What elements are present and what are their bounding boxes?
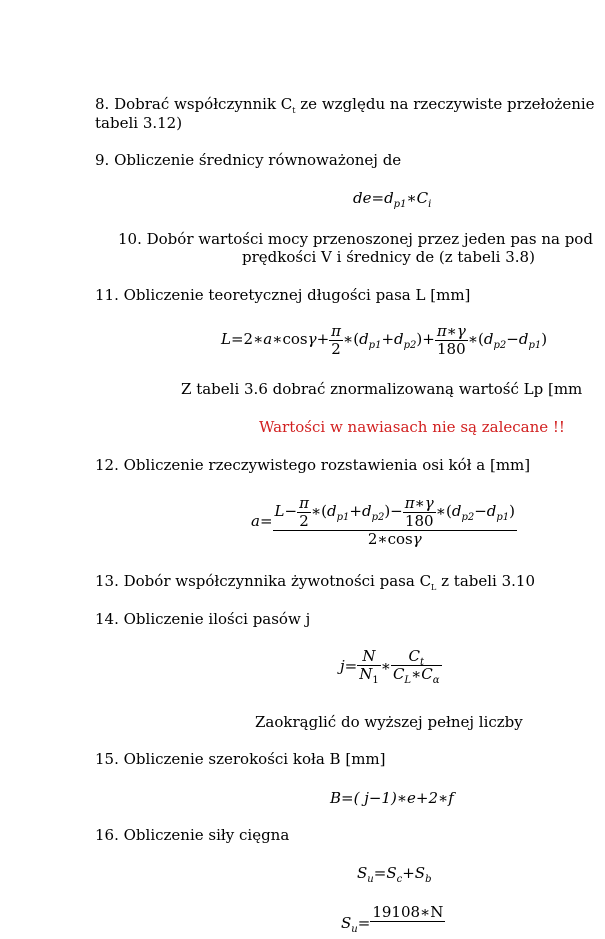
- section-13-heading: 13. Dobór współczynnika żywotności pasa $C_L$ z tabeli 3.10: [95, 572, 536, 592]
- section-12-heading: 12. Obliczenie rzeczywistego rozstawienia osi kół a [mm]: [95, 456, 531, 474]
- section-9-heading: 9. Obliczenie średnicy równoważonej de: [95, 151, 402, 169]
- section-16-heading: 16. Obliczenie siły cięgna: [95, 826, 290, 844]
- section-10-line1: 10. Dobór wartości mocy przenoszonej przez jeden pas na pod: [118, 230, 593, 248]
- formula-j: j= $\frac{N}{N_1}$ ∗ $\frac{C_t}{C_L∗C_\alpha}$: [340, 647, 440, 686]
- formula-Su: $S_u=S_c+S_b$: [357, 864, 432, 885]
- formula-a: a= L− $\frac{\pi}{2}$ $∗(d_{p1}+d_{p2})-$ $\frac{\pi∗\gamma}{180}$ $∗(d_{p2}-d_{p1})$ 2∗cosγ: [251, 493, 516, 548]
- section-8-sub: t: [292, 106, 296, 115]
- formula-B: B=( j−1)∗e+2∗f: [330, 789, 454, 807]
- section-14-heading: 14. Obliczenie ilości pasów j: [95, 610, 311, 628]
- note-round-up: Zaokrąglić do wyższej pełnej liczby: [255, 713, 523, 731]
- section-10-line2: prędkości V i średnicy de (z tabeli 3.8): [242, 248, 535, 266]
- section-11-heading: 11. Obliczenie teoretycznej długości pasa L [mm]: [95, 286, 471, 304]
- formula-L: L=2∗a∗cosγ+ $\frac{\pi}{2}$ $∗(d_{p1}+d_{p2})+$ $\frac{\pi∗\gamma}{180}$ $∗(d_{p2}-d_{p1})$: [221, 321, 548, 358]
- section-15-heading: 15. Obliczenie szerokości koła B [mm]: [95, 750, 386, 768]
- formula-Su-fraction: $S_u=$ 19108∗N: [341, 904, 445, 939]
- warning-note: Wartości w nawiasach nie są zalecane !!: [259, 418, 565, 436]
- section-8-text: 8. Dobrać współczynnik C: [95, 95, 293, 113]
- section-8-text-b: ze względu na rzeczywiste przełożenie: [295, 95, 595, 113]
- formula-de: $de=d_{p1}∗C_i$: [353, 189, 432, 210]
- note-table-3-6: Z tabeli 3.6 dobrać znormalizowaną wartość Lp [mm: [181, 380, 583, 398]
- section-8-line1: [95, 95, 595, 113]
- section-8-line2: tabeli 3.12): [95, 114, 183, 132]
